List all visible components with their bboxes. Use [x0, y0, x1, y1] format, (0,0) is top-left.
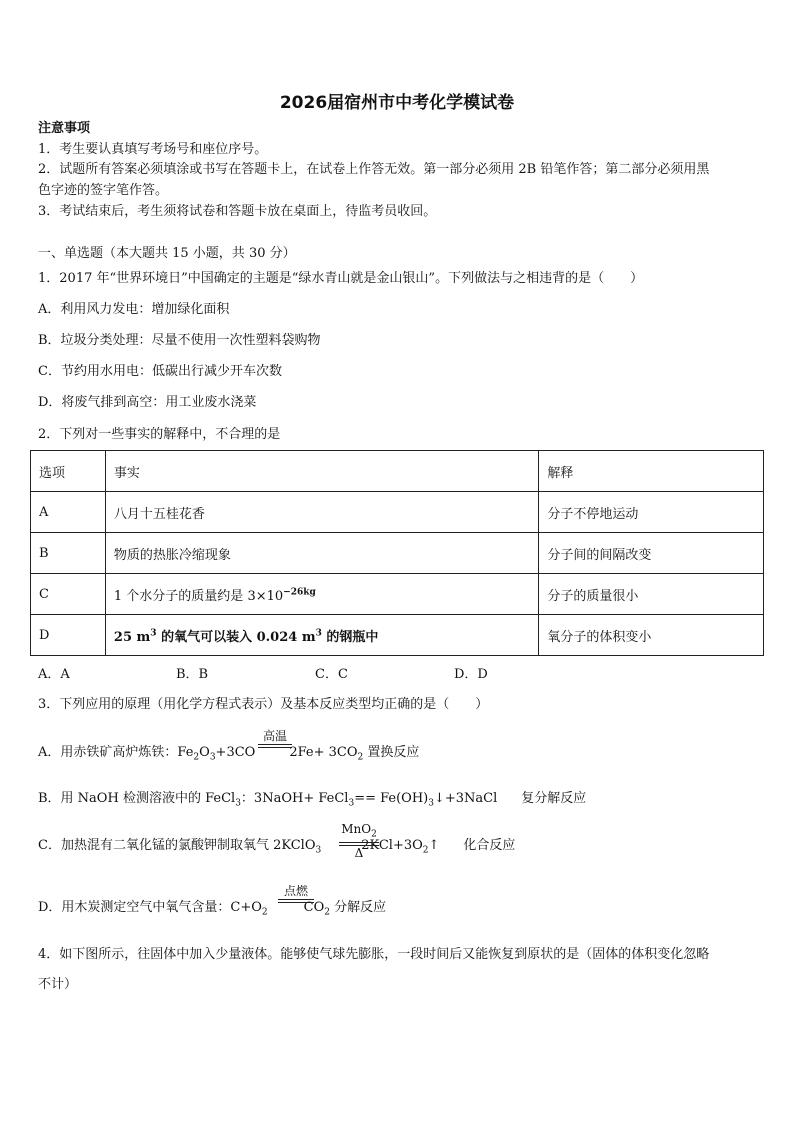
table-cell: 分子不停地运动 — [539, 492, 764, 533]
table-cell: 八月十五桂花香 — [105, 492, 538, 533]
table-cell — [105, 615, 538, 656]
option: A．利用风力发电：增加绿化面积 — [38, 302, 230, 317]
table-cell: A — [31, 492, 106, 533]
option-c: C．加热混有二氧化锰的氯酸钾制取氧气 2KClO$_3$ $2KCl+3O_2↑$ 化合反应 — [38, 838, 516, 856]
reaction-condition: 点燃 — [278, 884, 314, 903]
table-cell: 氧分子的体积变小 — [539, 615, 764, 656]
option: C．C — [315, 667, 348, 682]
question-stem: 2．下列对一些事实的解释中，不合理的是 — [38, 427, 281, 442]
table-cell: 分子间的间隔改变 — [539, 533, 764, 574]
reaction-condition: 高温 — [258, 729, 292, 748]
table-header-row — [31, 451, 764, 492]
table-row — [31, 615, 764, 656]
question-stem: 4．如下图所示，往固体中加入少量液体。能够使气球先膨胀，一段时间后又能恢复到原状的是（固体的体积变化忽略 — [38, 947, 710, 962]
question-stem: 3．下列应用的原理（用化学方程式表示）及基本反应类型均正确的是（ ） — [38, 697, 489, 712]
fact-text: 1 个水分子的质量约是 3×10 — [113, 588, 284, 604]
option: A．A — [38, 667, 70, 682]
fact-text: 的氧气可以装入 0.024 m — [156, 629, 316, 645]
question-stem: 不计） — [38, 977, 78, 992]
option: C．节约用水用电：低碳出行减少开车次数 — [38, 364, 282, 379]
option: D．D — [454, 667, 488, 682]
table-cell: 分子的质量很小 — [539, 574, 764, 615]
exponent: −26kg — [283, 587, 316, 598]
option-b: B．用 NaOH 检测溶液中的 FeCl$_3$：3NaOH+ FeCl$_3$== $Fe(OH)_3↓+3NaCl$ 复分解反应 — [38, 791, 587, 809]
option-d: D．用木炭测定空气中氧气含量：$C+O_2$ $CO_2$ 分解反应 — [38, 900, 387, 918]
table-header: 选项 — [31, 451, 106, 492]
table-cell: 物质的热胀冷缩现象 — [105, 533, 538, 574]
option: D．将废气排到高空：用工业废水浇菜 — [38, 395, 257, 410]
table-cell: B — [31, 533, 106, 574]
table-row — [31, 533, 764, 574]
table-row — [31, 574, 764, 615]
table-header: 解释 — [539, 451, 764, 492]
table-cell — [105, 574, 538, 615]
option: B．垃圾分类处理：尽量不使用一次性塑料袋购物 — [38, 333, 321, 348]
notice-item: 2．试题所有答案必须填涂或书写在答题卡上，在试卷上作答无效。第一部分必须用 2B 铅笔作答；第二部分必须用黑 — [38, 162, 710, 177]
section-heading: 一、单选题（本大题共 15 小题，共 30 分） — [38, 246, 296, 261]
facts-table — [30, 450, 764, 656]
notice-item: 3．考试结束后，考生须将试卷和答题卡放在桌面上，待监考员收回。 — [38, 204, 437, 219]
exponent: 3 — [315, 628, 322, 639]
table-row — [31, 492, 764, 533]
notice-item: 1．考生要认真填写考场号和座位序号。 — [38, 142, 268, 157]
page-title: 2026届宿州市中考化学模试卷 — [279, 93, 515, 113]
fact-text: 25 m — [113, 629, 151, 645]
reaction-condition: MnO$_2$ Δ — [339, 822, 379, 860]
notice-heading: 注意事项 — [38, 121, 91, 136]
option: B．B — [176, 667, 209, 682]
fact-text: 的钢瓶中 — [321, 629, 379, 645]
question-stem: 1．2017 年“世界环境日”中国确定的主题是“绿水青山就是金山银山”。下列做法与之相违背的是（ ） — [38, 271, 644, 286]
option-a: A．用赤铁矿高炉炼铁：$Fe_2O_3+3CO$ $2Fe+ 3CO_2$ 置换反应 — [38, 745, 420, 763]
exponent: 3 — [150, 628, 157, 639]
table-cell: C — [31, 574, 106, 615]
table-header: 事实 — [105, 451, 538, 492]
notice-item: 色字迹的签字笔作答。 — [38, 183, 169, 198]
table-cell: D — [31, 615, 106, 656]
